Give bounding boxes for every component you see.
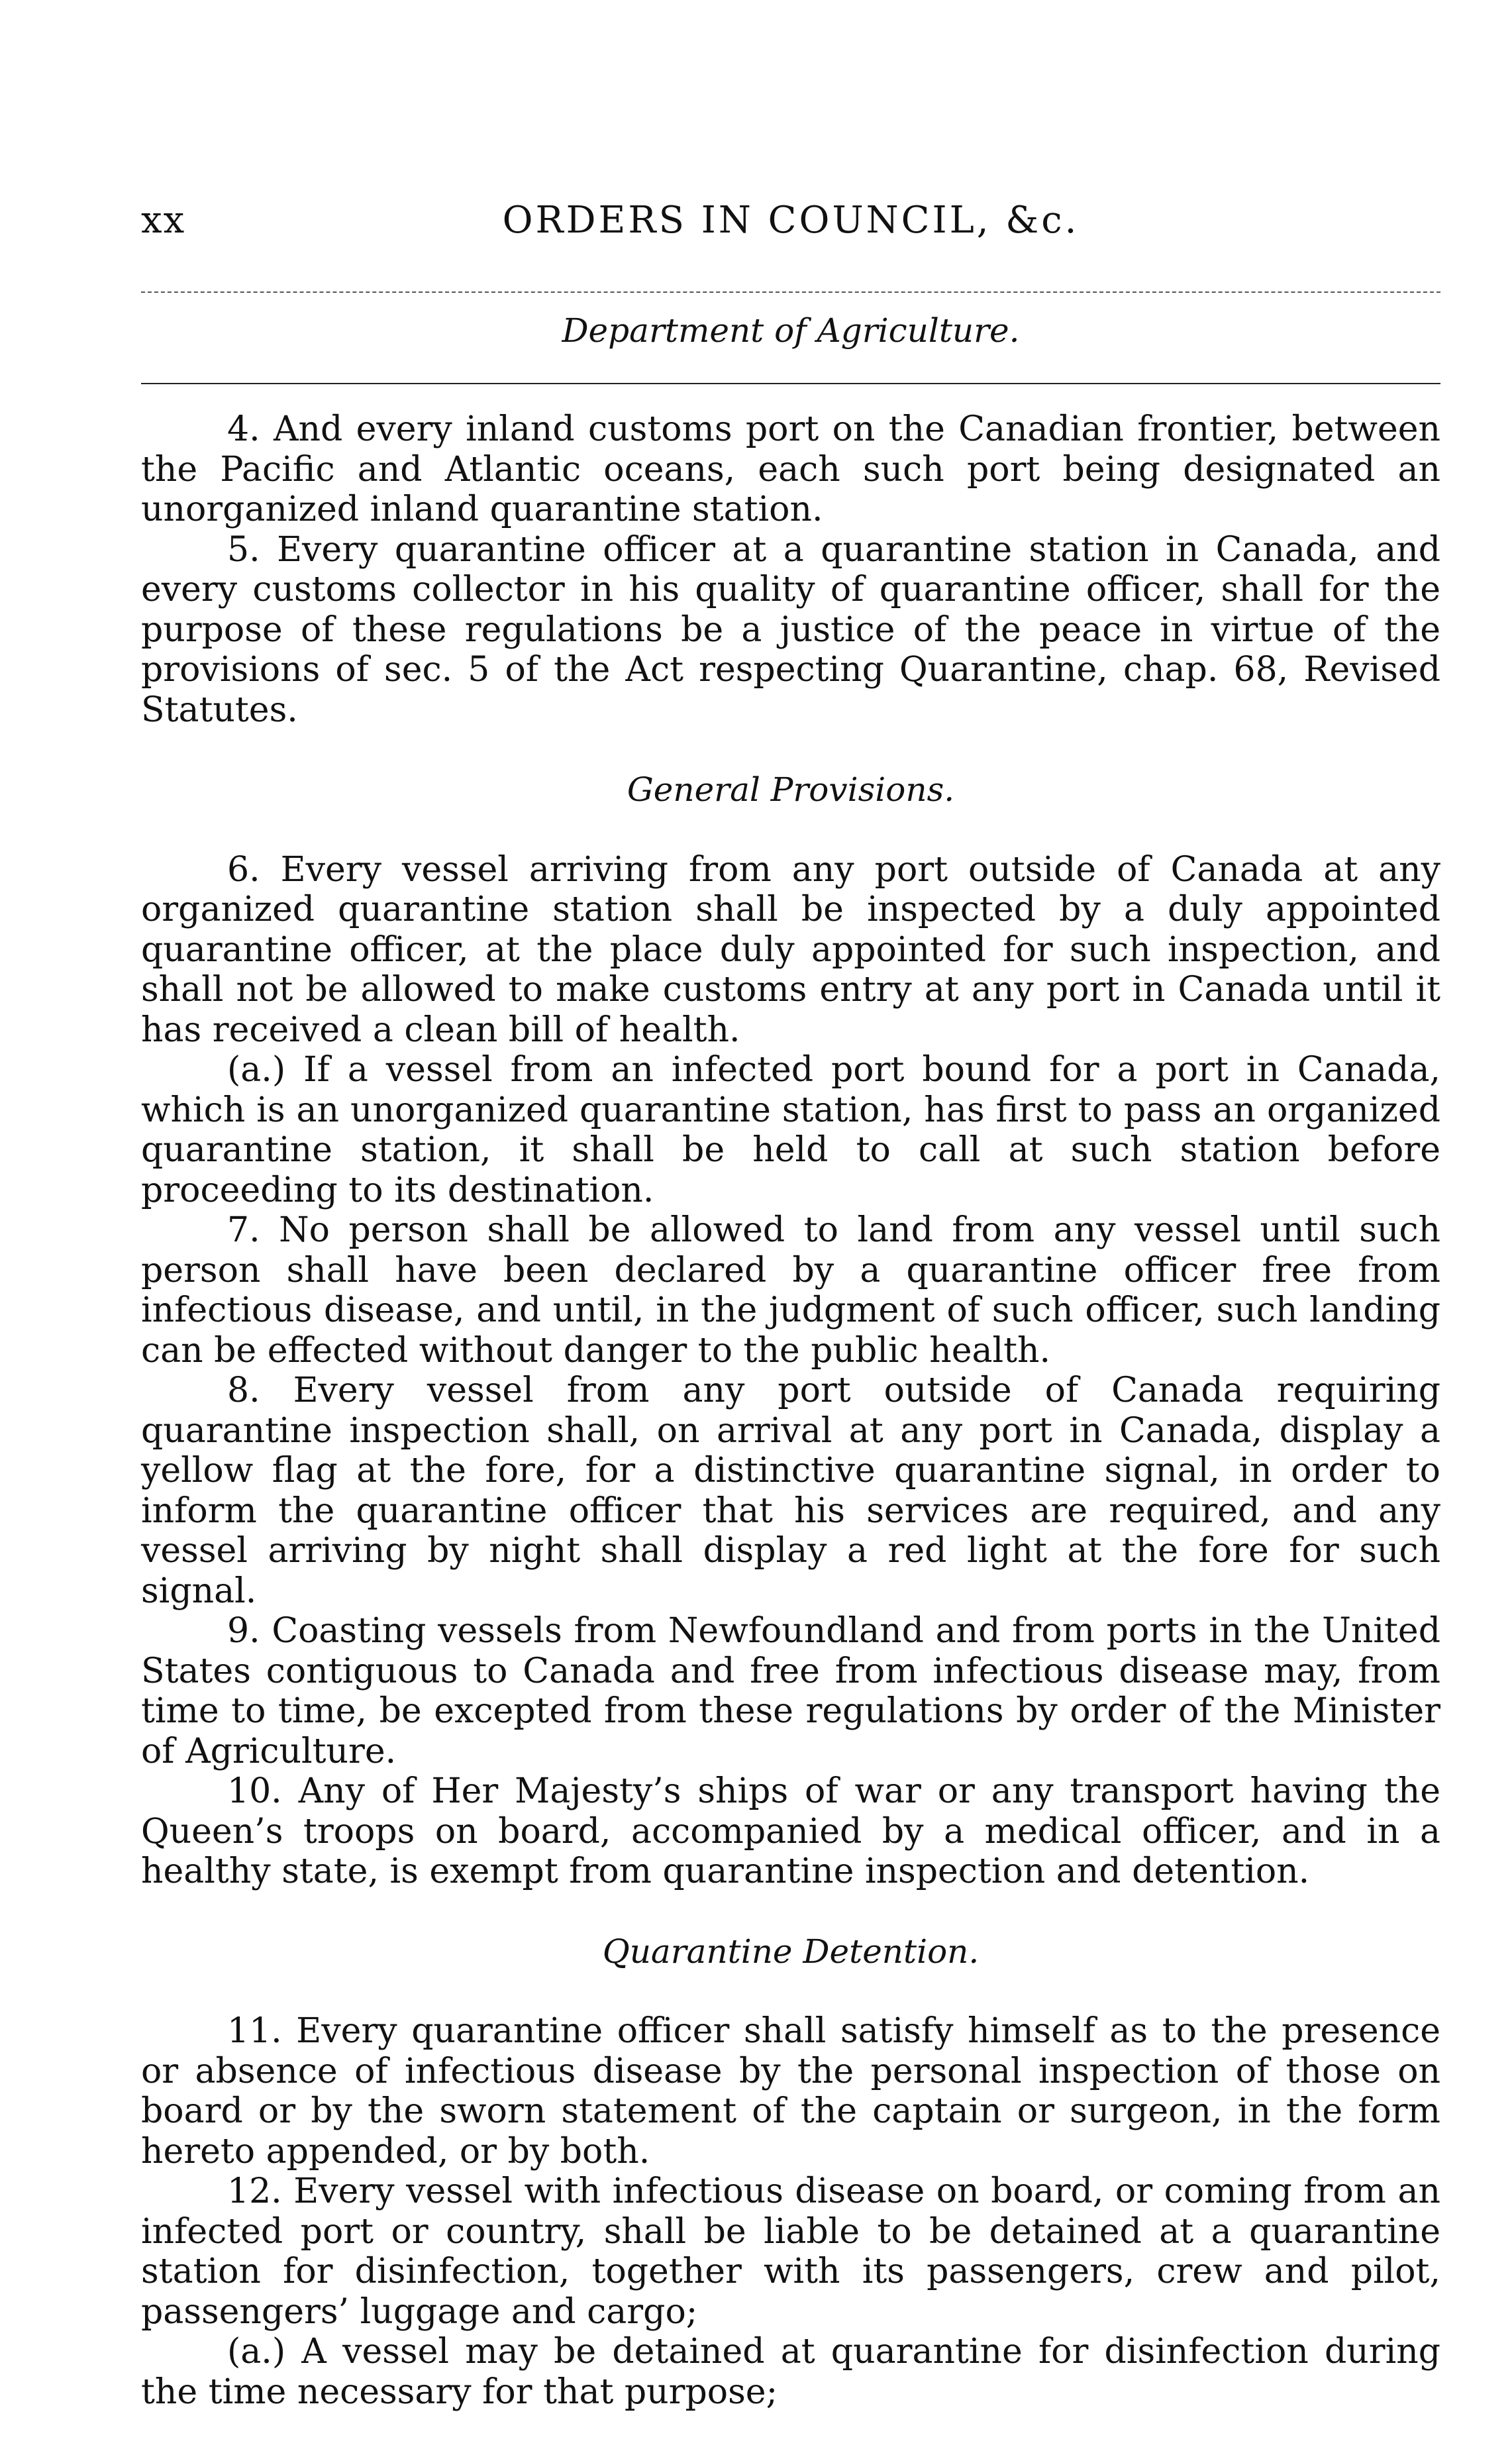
- header-rule: [141, 291, 1440, 293]
- paragraph-7: 7. No person shall be allowed to land from any vessel until such person shall have been declared by a quarantine officer free from infectious disease, and until, in the judgment of such officer, such landing can be effected without danger to the public health.: [141, 1210, 1440, 1371]
- department-subtitle: Department of Agriculture.: [562, 311, 1020, 350]
- paragraph-12a: (a.) A vessel may be detained at quarantine for disinfection during the time necessary for that purpose;: [141, 2332, 1440, 2412]
- paragraph-5: 5. Every quarantine officer at a quarantine station in Canada, and every customs collector in his quality of quarantine officer, shall for the purpose of these regulations be a justice of the peace in virtue of the provisions of sec. 5 of the Act respecting Quarantine, chap. 68, Revised Statutes.: [141, 529, 1440, 730]
- paragraph-10: 10. Any of Her Majesty’s ships of war or any transport having the Queen’s troops on board, accompanied by a medical officer, and in a healthy state, is exempt from quarantine inspection and detention.: [141, 1771, 1440, 1891]
- paragraph-4: 4. And every inland customs port on the Canadian frontier, between the Pacific and Atlantic oceans, each such port being designated an unorganized inland quarantine station.: [141, 409, 1440, 529]
- paragraph-6a: (a.) If a vessel from an infected port bound for a port in Canada, which is an unorganized quarantine station, has first to pass an organized quarantine station, it shall be held to call at such station before proceeding to its destination.: [141, 1050, 1440, 1210]
- paragraph-8: 8. Every vessel from any port outside of Canada requiring quarantine inspection shall, on arrival at any port in Canada, display a yellow flag at the fore, for a distinctive quarantine signal, in order to inform the quarantine officer that his services are required, and any vessel arriving by night shall display a red light at the fore for such signal.: [141, 1371, 1440, 1611]
- paragraph-6: 6. Every vessel arriving from any port outside of Canada at any organized quarantine station shall be inspected by a duly appointed quarantine officer, at the place duly appointed for such inspection, and shall not be allowed to make customs entry at any port in Canada until it has received a clean bill of health.: [141, 849, 1440, 1050]
- heading-general-provisions: General Provisions.: [627, 770, 955, 809]
- body-text: [141, 409, 1440, 2412]
- page-number: xx: [141, 199, 186, 242]
- page-header: [141, 199, 1440, 258]
- heading-quarantine-detention: Quarantine Detention.: [602, 1932, 980, 1971]
- running-title: ORDERS IN COUNCIL, &c.: [502, 199, 1080, 242]
- subtitle-rule: [141, 383, 1440, 384]
- paragraph-11: 11. Every quarantine officer shall satisfy himself as to the presence or absence of infectious disease by the personal inspection of those on board or by the sworn statement of the captain or surgeon, in the form hereto appended, or by both.: [141, 2011, 1440, 2171]
- paragraph-9: 9. Coasting vessels from Newfoundland and from ports in the United States contiguous to Canada and free from infectious disease may, from time to time, be excepted from these regulations by order of the Minister of Agriculture.: [141, 1611, 1440, 1771]
- paragraph-12: 12. Every vessel with infectious disease on board, or coming from an infected port or country, shall be liable to be detained at a quarantine station for disinfection, together with its passengers, crew and pilot, passengers’ luggage and cargo;: [141, 2171, 1440, 2332]
